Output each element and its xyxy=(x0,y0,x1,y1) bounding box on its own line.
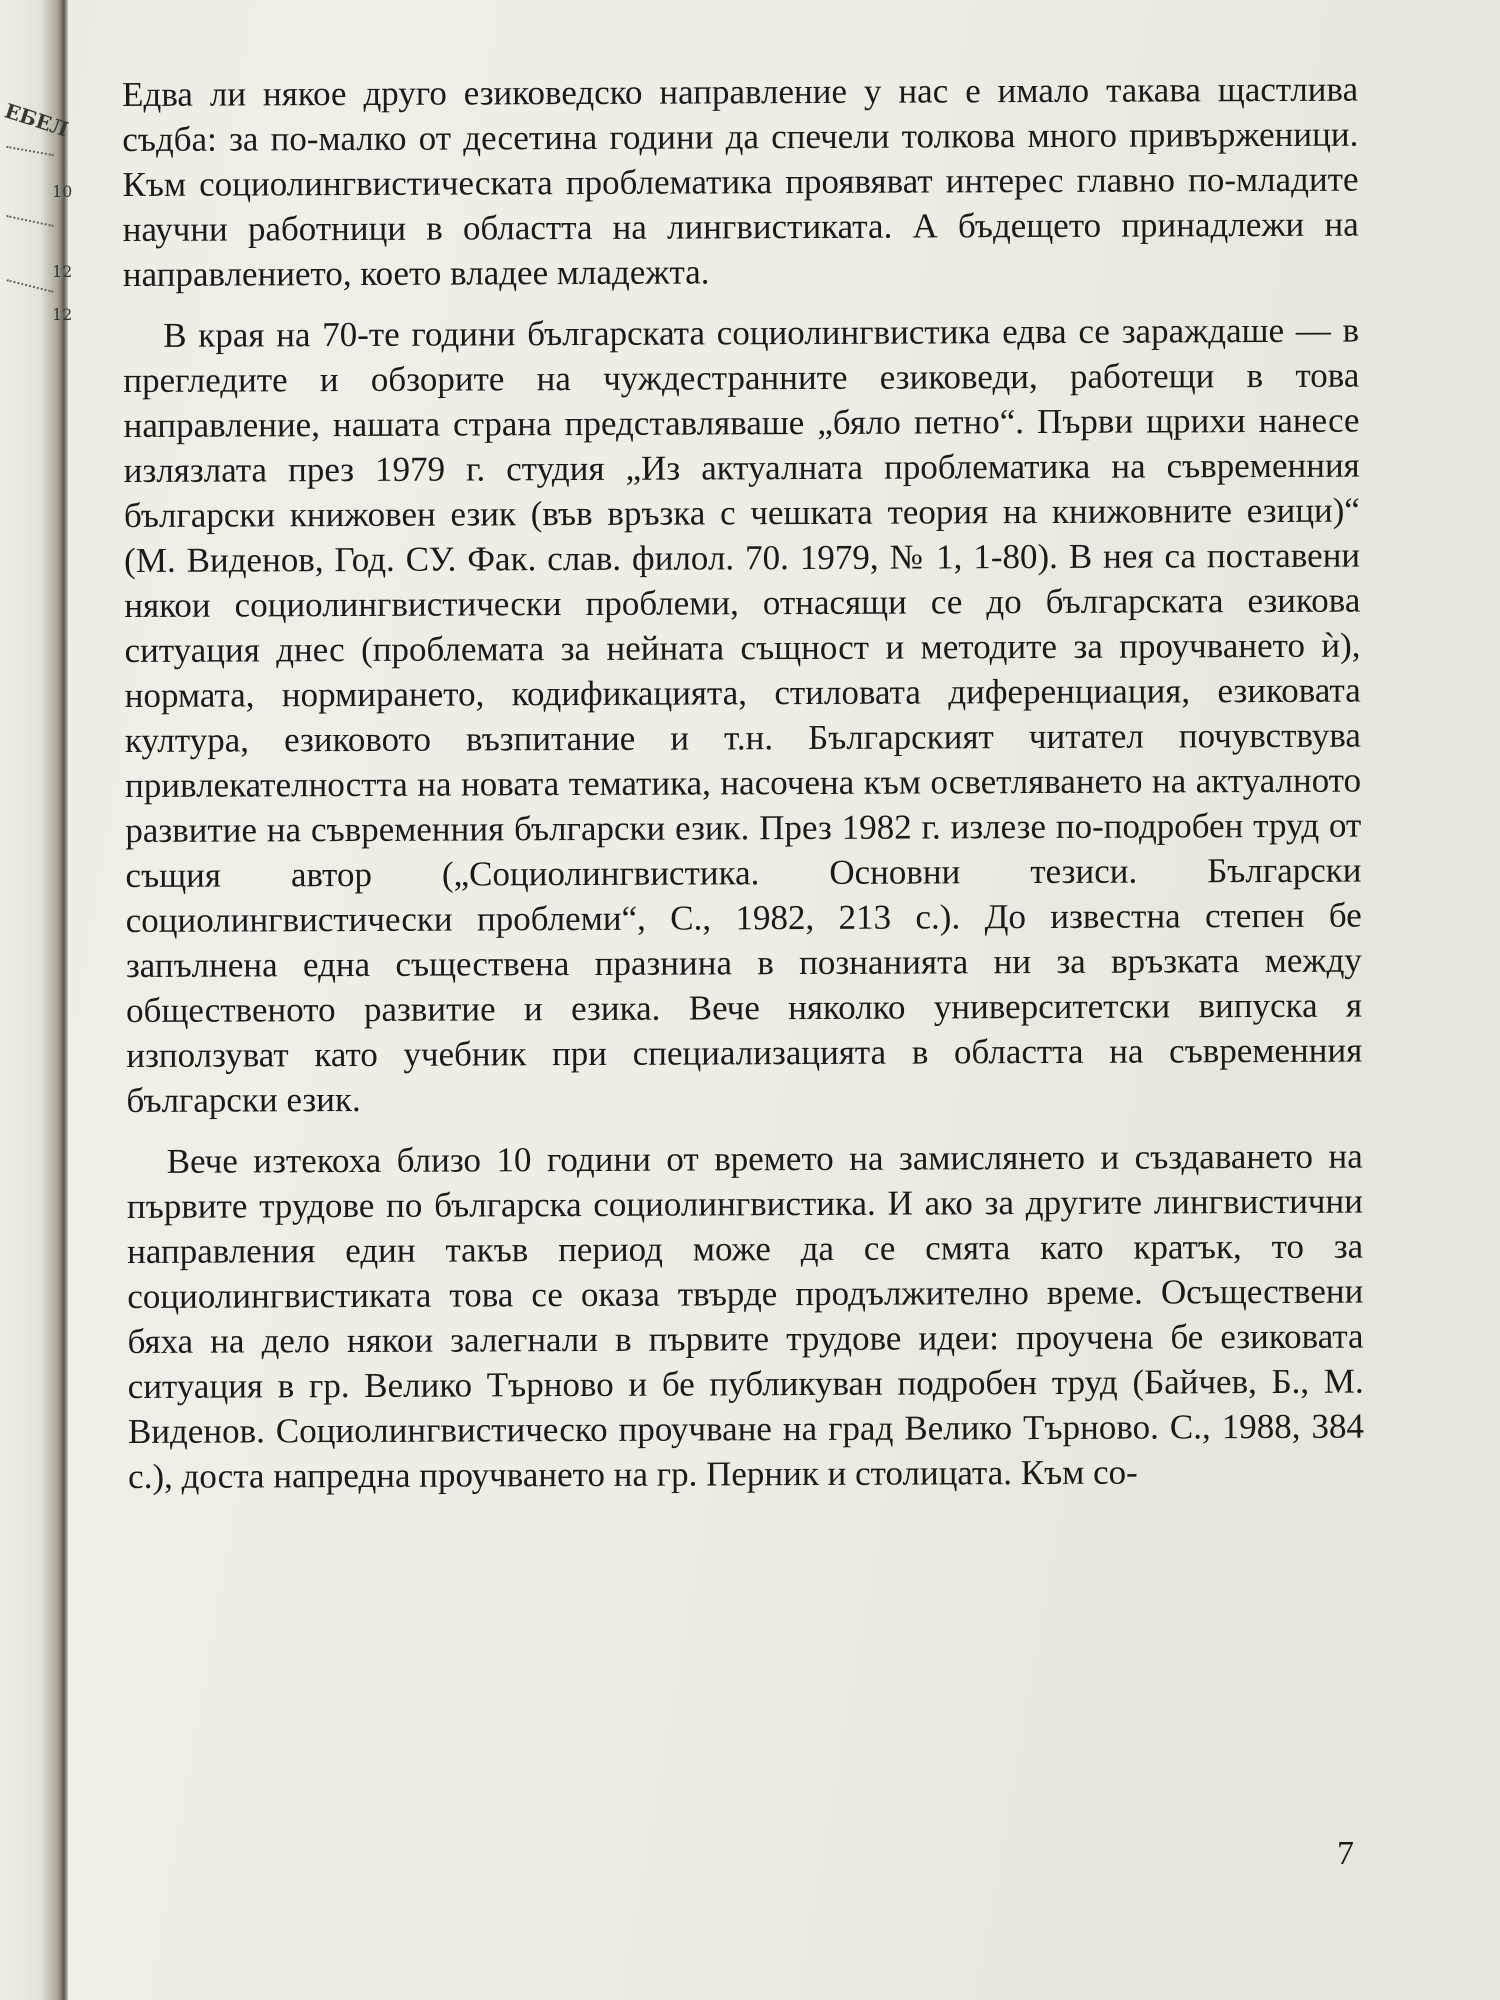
adjacent-page-header-fragment: ЕБЕЛ xyxy=(1,98,72,142)
body-text xyxy=(122,67,1364,1499)
adjacent-page-edge xyxy=(0,0,73,2000)
paragraph: Едва ли някое друго езиковедско направление у нас е имало такава щастлива съдба: за по-малко от десетина години да спечели толкова много привърженици. Към социолингвистическата проблематика проявяват интерес главно по-младите научни работници в областта на лингвистиката. А бъдещето принадлежи на направлението, което владее младежта. xyxy=(122,69,1359,294)
paragraph: В края на 70-те години българската социолингвистика едва се зараждаше — в прегледите и обзорите на чуждестранните езиковеди, работещи в това направление, нашата страна представляваше „бяло петно“. Първи щрихи нанесе излязлата през 1979 г. студия „Из актуалната проблематика на съвременния български книжовен език (във връзка с чешката теория на книжовните езици)“ (М. Виденов, Год. СУ. Фак. слав. филол. 70. 1979, № 1, 1-80). В нея са поставени някои социолингвистически проблеми, отнасящи се до българската езикова ситуация днес (проблемата за нейната същност и методите за проучването ѝ), нормата, нормирането, кодификацията, стиловата диференциация, езиковата култура, езиковото възпитание и т.н. Българският читател почувствува привлекателността на новата тематика, насочена към осветляването на актуалното развитие на съвременния български език. През 1982 г. излезе по-подробен труд от същия автор („Социолингвистика. Основни тезиси. Български социолингвистически проблеми“, С., 1982, 213 с.). До известна степен бе запълнена една съществена празнина в познанията ни за връзката между общественото развитие и езика. Вече няколко университетски випуска я използуват като учебник при специализацията в областта на съвременния български език. xyxy=(123,310,1363,1120)
adjacent-page-number-fragment: 12 xyxy=(52,262,73,281)
toc-leader-dots xyxy=(6,146,54,156)
toc-leader-dots xyxy=(6,279,53,293)
toc-leader-dots xyxy=(6,215,53,227)
adjacent-page-number-fragment: 12 xyxy=(52,305,73,324)
paragraph: Вече изтекоха близо 10 години от времето на замислянето и създаването на първите трудове по българска социолингвистика. И ако за другите лингвистични направления един такъв период може да се смята като кратък, то за социолингвистиката това се оказа твърде продължително време. Осъществени бяха на дело някои залегнали в първите трудове идеи: проучена бе езиковата ситуация в гр. Велико Търново и бе публикуван подробен труд (Байчев, Б., М. Виденов. Социолингвистическо проучване на град Велико Търново. С., 1988, 384 с.), доста напредна проучването на гр. Перник и столицата. Към со- xyxy=(126,1136,1365,1496)
page-number: 7 xyxy=(1337,1835,1354,1872)
adjacent-page-number-fragment: 10 xyxy=(52,182,73,201)
